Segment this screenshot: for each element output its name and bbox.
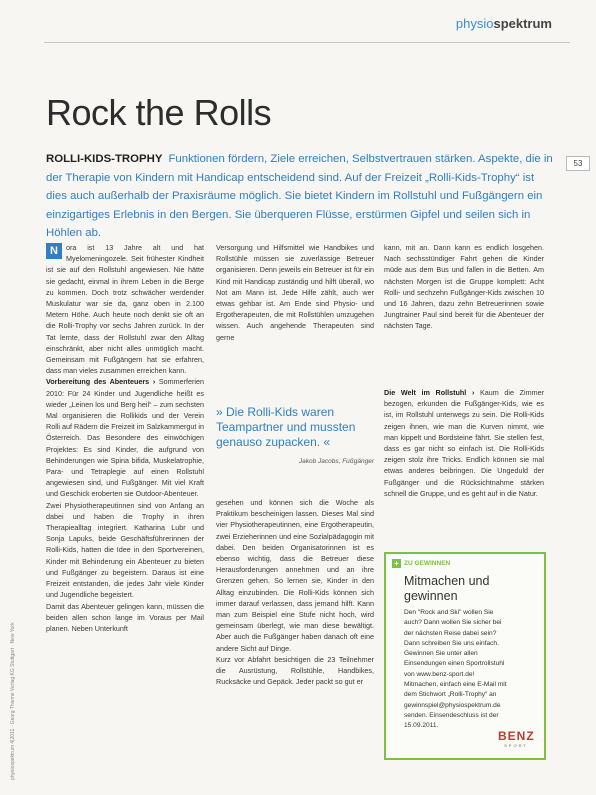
pull-quote: » Die Rolli-Kids waren Teampartner und mussten genauso zupacken. « bbox=[216, 405, 356, 449]
contest-title: Mitmachen und gewinnen bbox=[404, 574, 490, 603]
column-2-bottom bbox=[216, 497, 374, 687]
column-3-top bbox=[384, 242, 544, 332]
vertical-credit: physiospektrum 4|2011 · Georg Thieme Verlag KG Stuttgart · New York bbox=[10, 622, 16, 780]
article-kicker: ROLLI-KIDS-TROPHY bbox=[46, 153, 163, 165]
pull-quote-source: Jakob Jacobs, Fußgänger bbox=[298, 458, 374, 465]
body-text: Sommerferien 2010: Für 24 Kinder und Jugendliche heißt es wieder „Leinen los und Berg heil“ – zum sechsten Mal organisieren die Rollikids und der Verein Rolli auf Rädern die Freizeit im Salzkammergut in Österreich. Das Besondere des einwöchigen Projektes: Es sind Kinder, die aufgrund von Behinderungen wie Spina bifida, Muskelatrophie, Para- und Tetraplegie auf einen Rollstuhl angewiesen sind, und Fußgänger. Mit viel Kraft und Geschick eroberten sie Outdoor-Abenteuer. bbox=[46, 377, 205, 499]
paragraph: Zwei Physiotherapeutinnen sind von Anfang an dabei und haben die Trophy in ihren Therapiealltag integriert. Katharina Lubr und Sonja Lapuks, beide Geschäftsführerinnen der Rolli-Kids, hatten die Idee in den Sportvereinen, Kinder mit Behinderung ein Abenteuer zu bieten und Fußgänger zu begeistern. Daraus ist eine Freizeit entstanden, die jedes Jahr viele Kinder und Jugendliche begeistert. bbox=[46, 500, 204, 600]
contest-tag-label: ZU GEWINNEN bbox=[404, 560, 451, 568]
paragraph: Damit das Abenteuer gelingen kann, müssen die beiden allen schon lange im Voraus per Mail planen. Neben Unterkunft bbox=[46, 601, 204, 633]
subheading-arrow: › bbox=[152, 377, 156, 387]
plus-icon: + bbox=[392, 559, 401, 568]
page-header bbox=[0, 0, 596, 38]
paragraph: kann, mit an. Dann kann es endlich losgehen. Nach sechsstündiger Fahrt gehen die Kinder müde aus dem Bus und fallen in die Betten. Am nächsten Morgen ist die Gruppe komplett: Acht Rolli- und sechzehn Fußgänger-Kids zwischen 10 und 16 Jahren, dazu zehn Betreuerinnen sowie Jungtrainer Paul sind bereit für die Abenteuer der nächsten Tage. bbox=[384, 243, 544, 331]
lead-text: Funktionen fördern, Ziele erreichen, Selbstvertrauen stärken. Aspekte, die in der Therapie von Kindern mit Handicap entscheidend sind. Auf der Freizeit „Rolli-Kids-Trophy“ ist dies auch außerhalb der Praxisräume möglich. Sie bietet Kindern im Rollstuhl und Fußgängern ein einzigartiges Erlebnis in den Bergen. Sie überqueren Flüsse, erstürmen Gipfel und seilen sich in Höhlen ab. bbox=[46, 153, 553, 239]
paragraph: gesehen und können sich die Woche als Praktikum bescheinigen lassen. Dieses Mal sind vier Physiotherapeutinnen, eine Ergotherapeutin, zwei Erzieherinnen und eine Sozialpädagogin mit dabei. Den beiden Organisatorinnen ist es ebenso wichtig, dass die Betreuer diese Herausforderungen annehmen und an ihre Grenzen gehen. So lernen sie, Kinder in den Alltag einzubinden. Die Rolli-Kids können sich immer darauf verlassen, dass jemand hilft. Kann man zum Beispiel eine Stufe nicht hoch, wird gemeinsam überlegt, wie man diese bewältigt. Aber auch die Fußgänger haben danach oft eine andere Sicht auf Dinge. bbox=[216, 498, 374, 653]
brand-part-physio: physio bbox=[455, 16, 494, 31]
paragraph bbox=[46, 376, 204, 499]
column-1 bbox=[46, 242, 204, 634]
subheading-arrow: › bbox=[471, 388, 475, 397]
article-lead bbox=[46, 150, 558, 243]
column-3-middle bbox=[384, 387, 544, 499]
dropcap: N bbox=[46, 243, 62, 259]
subheading: Die Welt im Rollstuhl bbox=[384, 388, 467, 397]
paragraph bbox=[46, 242, 204, 376]
header-rule bbox=[44, 42, 570, 43]
page-number: 53 bbox=[566, 156, 590, 171]
paragraph bbox=[384, 387, 544, 499]
article-title: Rock the Rolls bbox=[46, 92, 272, 133]
body-text: Kaum die Zimmer bezogen, erkunden die Fußgänger-Kids, wie es ist, im Rollstuhl unterwegs zu sein. Die Rolli-Kids zeigen ihnen, wie man die Kurven nimmt, wie man kippelt und Bordsteine fährt. Sie stellen fest, dass es gar nicht so einfach ist. Die Rolli-Kids zeigen stolz ihre Tricks. Endlich können sie mal etwas anderes beibringen. Die Ungeduld der Fußgänger und die Rücksichtnahme stärken schnell die Gruppe, und es geht auf in die Natur. bbox=[384, 388, 545, 498]
magazine-brand bbox=[456, 16, 552, 31]
brand-part-spektrum: spektrum bbox=[493, 16, 552, 31]
subheading: Vorbereitung des Abenteuers bbox=[46, 377, 150, 387]
contest-text: Den "Rock and Ski" wollen Sie auch? Dann wollen Sie sicher bei der nächsten Reise dabei sein? Dann schreiben Sie uns einfach. Gewinnen Sie unter allen Einsendungen einen Sportrollstuhl von www.benz-sport.de! Mitmachen, einfach eine E-Mail mit dem Stichwort „Rolli-Trophy“ an gewinnspiel@physiospektrum.de senden. Einsendeschluss ist der 15.09.2011. bbox=[404, 609, 507, 730]
paragraph: Kurz vor Abfahrt besichtigen die 23 Teilnehmer die Ausrüstung, Rollstühle, Handbikes, Rucksäcke und Gepäck. Jeder packt so gut er bbox=[216, 654, 374, 687]
body-text: ora ist 13 Jahre alt und hat Myelomeningozele. Seit frühester Kindheit ist sie auf den Rollstuhl angewiesen. Nie hätte sie gedacht, einmal in ihrem Leben in die Berge zu kommen. Doch trotz schwächer werdender Muskulatur war sie da, ganz oben in 2.100 Metern Höhe. Auch heute noch denkt sie oft an die Rolli-Trophy vor sechs Jahren zurück. In der Tat lernte, dass der Rollstuhl zwar den Alltag einschränkt, aber nicht alles unmöglich macht. Gemeinsam mit Fußgängern hat sie erfahren, dass man vieles zusammen erreichen kann. bbox=[46, 243, 204, 376]
logo-name: BENZ bbox=[498, 729, 535, 743]
benz-sport-logo bbox=[498, 729, 534, 748]
column-2-top bbox=[216, 242, 374, 343]
contest-tag bbox=[392, 559, 450, 568]
logo-sub: SPORT bbox=[504, 743, 528, 748]
contest-box bbox=[384, 552, 546, 760]
paragraph: Versorgung und Hilfsmittel wie Handbikes und Rollstühle müssen sie zuverlässige Betreuer organisieren. Denn jeweils ein Betreuer ist für ein Kind mit Handicap zuständig und hilft überall, wo Not am Mann ist. Jede Hilfe zählt, auch wer etwas gehbar ist. Am Ende sind Physio- und Ergotherapeuten, die mit Rollstühlen umzugehen wissen. Auch angehende Therapeuten sind gerne bbox=[216, 243, 374, 342]
